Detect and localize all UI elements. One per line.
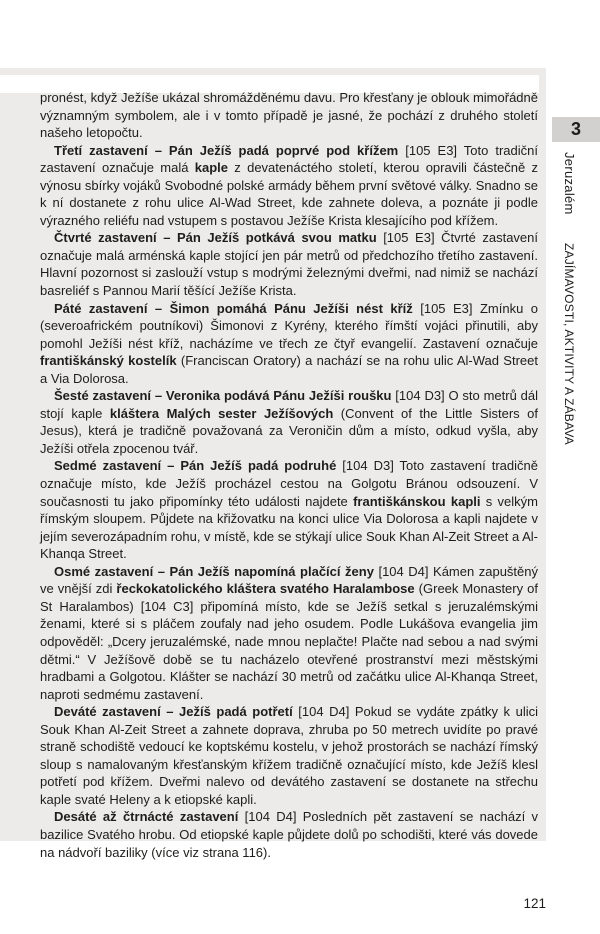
paragraph: Třetí zastavení – Pán Ježíš padá poprvé pod křížem [105 E3] Toto tradiční zastavení označuje malá kaple z devatenáctého století, kterou opravili částečně z výnosu sbírky vojáků Svobodné polské armády během první světové války. Snadno se k ní dostanete z rohu ulice Al-Wad Street, kde zahnete doleva, a poznáte ji podle výrazného reliéfu nad vstupem s postavou Ježíše Krista klesajícího pod křížem.: [40, 142, 538, 228]
sidebar-chapter-label: Jeruzalém: [562, 152, 577, 215]
paragraph: Osmé zastavení – Pán Ježíš napomíná plačící ženy [104 D4] Kámen zapuštěný ve vnější zdi řeckokatolického kláštera svatého Haralambose (Greek Monastery of St Haralambos) [104 C3] připomíná místo, kde se Ježíš setkal s jeruzalémskými ženami, které si s pláčem zoufaly nad jeho osudem. Podle Lukášova evangelia jim odpověděl: „Dcery jeruzalémské, nade mnou neplačte! Plačte nad sebou a nad svými dětmi.“ V Ježíšově době se tu nacházelo otevřené prostranství mezi městskými hradbami a Golgotou. Klášter se nachází 30 metrů od začátku ulice Al-Khanqa Street, naproti sedmému zastavení.: [40, 563, 538, 702]
chapter-number-tab: [552, 117, 600, 142]
page-number: 121: [523, 896, 546, 911]
paragraph: Čtvrté zastavení – Pán Ježíš potkává svou matku [105 E3] Čtvrté zastavení označuje malá arménská kaple stojící jen pár metrů od předchozího třetího zastavení. Hlavní pozornost si zaslouží vstup s modrými železnými dveřmi, nad nimiž se nachází basreliéf s Pannou Marií těšící Ježíše Krista.: [40, 230, 539, 299]
body-text-column: [40, 89, 538, 861]
chapter-number: 3: [570, 119, 581, 139]
sidebar-section-label: ZAJÍMAVOSTI, AKTIVITY A ZÁBAVA: [562, 243, 576, 445]
sidebar-vertical-labels: [560, 152, 578, 852]
paragraph: Deváté zastavení – Ježíš padá potřetí [104 D4] Pokud se vydáte zpátky k ulici Souk Khan Al-Zeit Street a zahnete doprava, zhruba po 50 metrech uvidíte po pravé straně schodiště vedoucí ke koptskému kostelu, v jehož prostorách se nachází římský sloup s namalovaným křesťanským křížem tradičně označující místo, kde Ježíš klesl potřetí pod křížem. Dveřmi nalevo od devátého zastavení se dostanete na střechu kaple svaté Heleny a k etiopské kapli.: [40, 704, 538, 807]
paragraph: Sedmé zastavení – Pán Ježíš padá podruhé [104 D3] Toto zastavení tradičně označuje místo, kde Ježíš procházel cestou na Golgotu Bránou odsouzení. V současnosti tu jako připomínky této události najdete františkánskou kapli s velkým římským sloupem. Půjdete na křižovatku na konci ulice Via Dolorosa a kapli najdete v jejím severozápadním rohu, v místě, kde se stýkají ulice Souk Khan Al-Zeit Street a Al-Khanqa Street.: [40, 458, 539, 562]
paragraph: pronést, když Ježíše ukázal shromážděnému davu. Pro křesťany je oblouk mimořádně významným symbolem, ale i v tomto případě je jasné, že pochází z druhého století našeho letopočtu.: [40, 90, 538, 141]
paragraph: Šesté zastavení – Veronika podává Pánu Ježíši roušku [104 D3] O sto metrů dál stojí kaple kláštera Malých sester Ježíšových (Convent of the Little Sisters of Jesus), která je tradičně považovaná za Veroničin dům a místo, odkud vyšla, aby Ježíši otřela zpocenou tvář.: [40, 388, 539, 456]
paragraph: Páté zastavení – Šimon pomáhá Pánu Ježíši nést kříž [105 E3] Zmínku o (severoafrickém poutníkovi) Šimonovi z Kyrény, kterého římští vojáci přinutili, aby pomohl Ježíši nést kříž, nacházíme ve třech ze čtyř evangelií. Zastavení označuje františkánský kostelík (Franciscan Oratory) a nachází se na rohu ulic Al-Wad Street a Via Dolorosa.: [40, 300, 538, 386]
paragraph: Desáté až čtrnácté zastavení [104 D4] Posledních pět zastavení se nachází v bazilice Svatého hrobu. Od etiopské kaple půjdete dolů po schodišti, které vás dovede na nádvoří baziliky (více viz strana 116).: [40, 809, 539, 860]
